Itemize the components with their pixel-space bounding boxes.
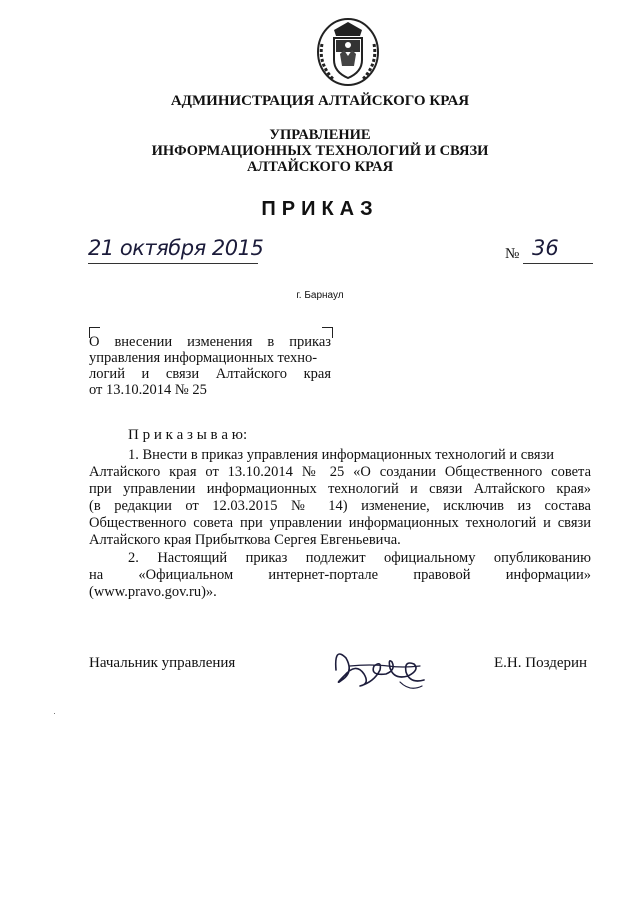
paragraph-word: на <box>89 567 104 583</box>
coat-of-arms-emblem <box>314 14 382 88</box>
subject-word: внесении <box>114 334 173 350</box>
subject-word: логий <box>89 366 125 382</box>
signer-position: Начальник управления <box>89 655 236 671</box>
number-underline <box>523 263 593 264</box>
subject-word: и <box>141 366 150 382</box>
paragraph-1-line-6: Алтайского края Прибыткова Сергея Евгеньевича. <box>89 532 401 548</box>
paragraph-word: «Официальном <box>138 567 234 583</box>
paragraph-word: интернет-портале <box>268 567 379 583</box>
signer-name: Е.Н. Поздерин <box>494 655 588 671</box>
paragraph-2-line-1: 2. Настоящий приказ подлежит официальному опубликованию <box>128 550 591 566</box>
subject-word: приказ <box>289 334 331 350</box>
subject-word: связи <box>165 366 200 382</box>
handwritten-number: 36 <box>532 236 559 260</box>
handwritten-date: 21 октября 2015 <box>88 236 264 260</box>
paragraph-2-line-3: (www.pravo.gov.ru)». <box>89 584 217 600</box>
paragraph-2-line-2 <box>89 566 591 584</box>
number-label: № <box>505 246 520 262</box>
subject-word: в <box>267 334 275 350</box>
city-label: г. Барнаул <box>296 290 344 301</box>
subject-word: изменения <box>187 334 253 350</box>
department-line-2: ИНФОРМАЦИОННЫХ ТЕХНОЛОГИЙ И СВЯЗИ <box>151 143 489 159</box>
subject-line-2: управления информационных техно- <box>89 350 318 366</box>
paragraph-word: информации» <box>505 567 591 583</box>
paragraph-1-line-4: (в редакции от 12.03.2015 № 14) изменение, исключив из состава <box>89 498 591 514</box>
order-word: П р и к а з ы в а ю: <box>128 427 248 443</box>
department-line-3: АЛТАЙСКОГО КРАЯ <box>246 159 394 175</box>
paragraph-1-line-1: 1. Внести в приказ управления информационных технологий и связи <box>128 447 555 463</box>
subject-word: О <box>89 334 100 350</box>
paragraph-1-line-5: Общественного совета при управлении информационных технологий и связи <box>89 515 591 531</box>
subject-line-4: от 13.10.2014 № 25 <box>89 382 207 398</box>
subject-word: Алтайского <box>215 366 287 382</box>
paragraph-word: правовой <box>413 567 471 583</box>
paragraph-1-line-3: при управлении информационных технологий и связи Алтайского края» <box>89 481 591 497</box>
scan-speck <box>54 713 55 714</box>
subject-word: края <box>303 366 331 382</box>
date-underline <box>88 263 258 264</box>
paragraph-1-line-2: Алтайского края от 13.10.2014 № 25 «О создании Общественного совета <box>89 464 591 480</box>
department-line-1: УПРАВЛЕНИЕ <box>269 127 371 143</box>
document-type-title: ПРИКАЗ <box>261 198 379 220</box>
handwritten-signature <box>330 636 430 694</box>
administration-title: АДМИНИСТРАЦИЯ АЛТАЙСКОГО КРАЯ <box>170 93 470 109</box>
